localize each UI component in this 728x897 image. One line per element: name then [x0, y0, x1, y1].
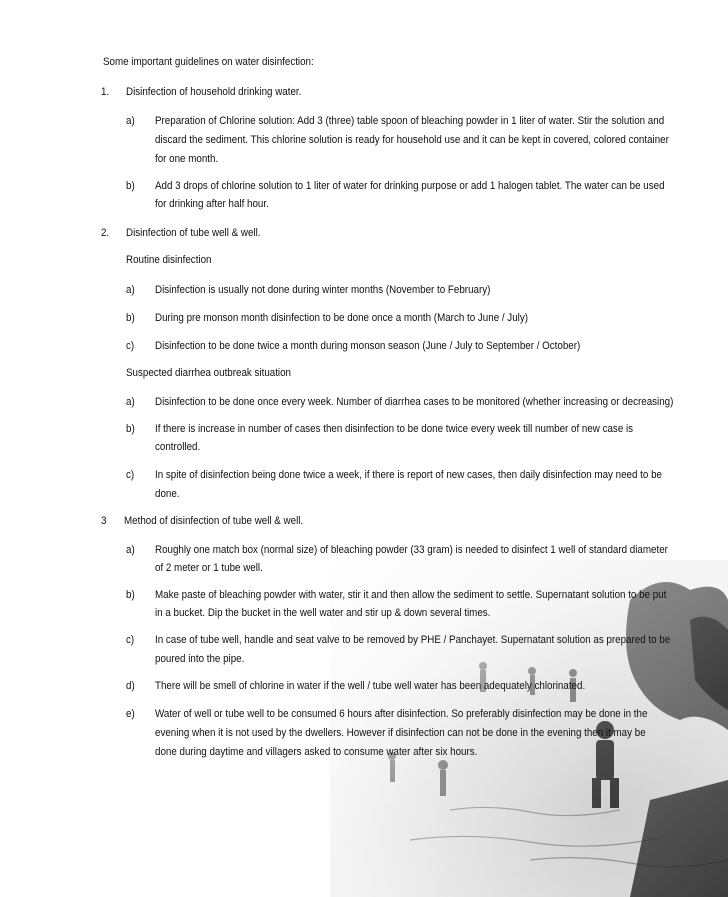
method-item-e-line-1: Water of well or tube well to be consumed 6 hours after disinfection. So preferably disinfection may be done in the: [155, 708, 648, 720]
outbreak-item-a-marker: a): [126, 396, 135, 408]
section-3-title: Method of disinfection of tube well & well.: [124, 515, 304, 527]
method-item-b-line-2: in a bucket. Dip the bucket in the well water and stir up & down several times.: [155, 607, 491, 619]
method-item-e-line-2: evening when it is not used by the dwellers. However if disinfection can not be done in the evening then it may be: [155, 727, 646, 739]
section-1-number: 1.: [101, 86, 110, 98]
section-1-item-b-marker: b): [126, 180, 135, 192]
section-1-item-b-line-1: Add 3 drops of chlorine solution to 1 liter of water for drinking purpose or add 1 halogen tablet. The water can be used: [155, 180, 665, 192]
outbreak-item-c-line-1: In spite of disinfection being done twice a week, if there is report of new cases, then daily disinfection may need to be: [155, 469, 662, 481]
routine-item-a-text: Disinfection is usually not done during winter months (November to February): [155, 284, 491, 296]
method-item-c-line-2: poured into the pipe.: [155, 653, 245, 665]
outbreak-item-b-marker: b): [126, 423, 135, 435]
outbreak-item-c-line-2: done.: [155, 488, 180, 500]
section-1-title: Disinfection of household drinking water.: [126, 86, 302, 98]
method-item-a-line-2: of 2 meter or 1 tube well.: [155, 562, 263, 574]
outbreak-item-c-marker: c): [126, 469, 135, 481]
method-item-a-marker: a): [126, 544, 135, 556]
outbreak-item-a-text: Disinfection to be done once every week. Number of diarrhea cases to be monitored (whether increasing or decreasing): [155, 396, 674, 408]
section-1-item-a-marker: a): [126, 115, 135, 127]
section-1-item-a-line-2: discard the sediment. This chlorine solution is ready for household use and it can be kept in covered, colored container: [155, 134, 669, 146]
outbreak-item-b-line-2: controlled.: [155, 441, 201, 453]
routine-item-c-text: Disinfection to be done twice a month during monson season (June / July to September / October): [155, 340, 581, 352]
method-item-d-marker: d): [126, 680, 135, 692]
routine-disinfection-heading: Routine disinfection: [126, 254, 212, 266]
method-item-c-marker: c): [126, 634, 135, 646]
method-item-d-text: There will be smell of chlorine in water if the well / tube well water has been adequately chlorinated.: [155, 680, 586, 692]
section-1-item-a-line-1: Preparation of Chlorine solution: Add 3 (three) table spoon of bleaching powder in 1 liter of water. Stir the solution and: [155, 115, 665, 127]
document-heading: Some important guidelines on water disinfection:: [103, 56, 314, 68]
method-item-e-marker: e): [126, 708, 135, 720]
method-item-b-marker: b): [126, 589, 135, 601]
method-item-b-line-1: Make paste of bleaching powder with water, stir it and then allow the sediment to settle. Supernatant solution to be put: [155, 589, 667, 601]
routine-item-b-marker: b): [126, 312, 135, 324]
routine-item-a-marker: a): [126, 284, 135, 296]
section-1-item-a-line-3: for one month.: [155, 153, 219, 165]
section-2-title: Disinfection of tube well & well.: [126, 227, 261, 239]
outbreak-situation-heading: Suspected diarrhea outbreak situation: [126, 367, 292, 379]
routine-item-c-marker: c): [126, 340, 135, 352]
routine-item-b-text: During pre monson month disinfection to be done once a month (March to June / July): [155, 312, 528, 324]
method-item-a-line-1: Roughly one match box (normal size) of bleaching powder (33 gram) is needed to disinfect 1 well of standard diameter: [155, 544, 668, 556]
section-1-item-b-line-2: for drinking after half hour.: [155, 198, 269, 210]
method-item-c-line-1: In case of tube well, handle and seat valve to be removed by PHE / Panchayet. Supernatant solution as prepared to be: [155, 634, 671, 646]
section-3-number: 3: [101, 515, 107, 527]
outbreak-item-b-line-1: If there is increase in number of cases then disinfection to be done twice every week till number of new case is: [155, 423, 634, 435]
section-2-number: 2.: [101, 227, 110, 239]
method-item-e-line-3: done during daytime and villagers asked to consume water after six hours.: [155, 746, 478, 758]
